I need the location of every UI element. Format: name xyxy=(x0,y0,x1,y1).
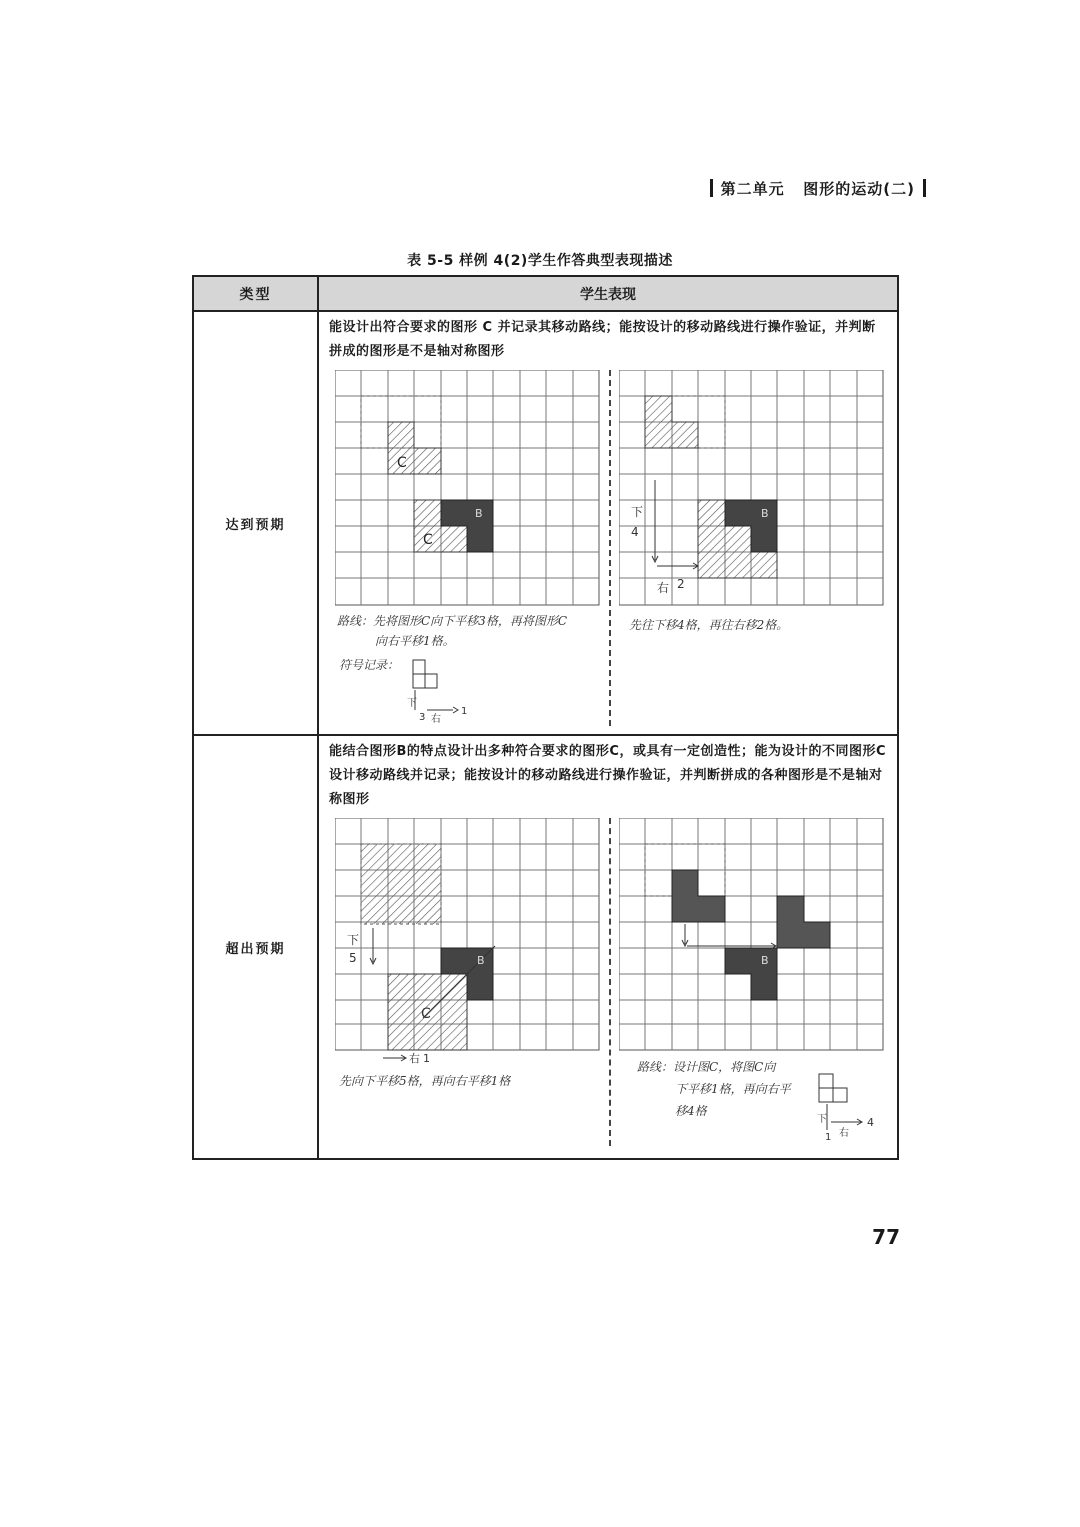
arrow-label: 右 xyxy=(657,581,670,595)
shape-label: C xyxy=(421,1006,431,1022)
running-head xyxy=(702,178,934,199)
table-row xyxy=(193,735,898,1159)
arrow-value: 2 xyxy=(677,577,685,591)
divider-bar xyxy=(710,179,713,197)
row-content xyxy=(318,735,898,1159)
route-note: 下平移1格，再向右平 xyxy=(675,1082,791,1096)
row-description: 能结合图形B的特点设计出多种符合要求的图形C，或具有一定创造性；能为设计的不同图形C设计移动路线并记录；能按设计的移动路线进行操作验证，并判断拼成的各种图形是不是轴对称图形 xyxy=(329,744,886,807)
table-header-row xyxy=(193,276,898,311)
arrow-value: 3 xyxy=(419,712,426,723)
route-note: 先往下移4格，再往右移2格。 xyxy=(629,618,789,632)
grid-drawing xyxy=(335,818,605,1068)
arrow-label: 右 xyxy=(839,1128,849,1139)
divider-bar xyxy=(923,179,926,197)
unit-label: 第二单元 xyxy=(720,180,785,198)
left-sample-panel xyxy=(335,370,605,726)
shape-label: B xyxy=(761,954,769,967)
row-description: 能设计出符合要求的图形 C 并记录其移动路线；能按设计的移动路线进行操作验证，并判断拼成的图形是不是轴对称图形 xyxy=(329,320,876,359)
work-samples xyxy=(319,818,897,1146)
arrow-value: 5 xyxy=(349,951,357,965)
dashed-divider xyxy=(609,818,611,1146)
right-sample-panel xyxy=(619,370,889,632)
dashed-divider xyxy=(609,370,611,726)
page-number: 77 xyxy=(872,1225,900,1249)
route-note: 先向下平移5格，再向右平移1格 xyxy=(339,1074,511,1088)
arrow-value: 1 xyxy=(461,706,468,717)
row-type: 超出预期 xyxy=(193,735,318,1159)
shape-label: B xyxy=(761,507,769,520)
header-type: 类型 xyxy=(193,276,318,311)
route-note: 符号记录： xyxy=(339,658,400,672)
shape-label: B xyxy=(477,954,485,967)
arrow-value: 1 xyxy=(825,1132,832,1143)
arrow-label: 下 xyxy=(347,933,360,947)
arrow-label: 下 xyxy=(817,1114,827,1125)
arrow-label: 下 xyxy=(631,505,644,519)
table-caption: 表 5-5 样例 4(2)学生作答典型表现描述 xyxy=(407,253,673,269)
arrow-label: 右 xyxy=(409,1052,420,1065)
shape-label: C xyxy=(423,532,433,548)
table-row xyxy=(193,311,898,735)
route-note: 移4格 xyxy=(675,1104,707,1118)
route-note: 路线：设计图C，将图C向 xyxy=(637,1060,776,1074)
arrow-value: 4 xyxy=(631,525,639,539)
arrow-label: 右 xyxy=(431,714,441,725)
shape-label: B xyxy=(475,507,483,520)
right-sample-panel xyxy=(619,818,889,1144)
header-performance: 学生表现 xyxy=(318,276,898,311)
row-content xyxy=(318,311,898,735)
work-samples xyxy=(319,370,897,726)
arrow-value: 1 xyxy=(423,1052,430,1065)
grid-drawing xyxy=(619,370,889,610)
performance-table xyxy=(192,275,899,1160)
shape-label: C xyxy=(397,455,407,471)
arrow-label: 下 xyxy=(407,698,417,709)
route-note: 路线：先将图形C向下平移3格，再将图形C xyxy=(337,614,567,628)
arrow-value: 4 xyxy=(867,1116,874,1129)
grid-lines xyxy=(335,370,599,605)
left-sample-panel xyxy=(335,818,605,1088)
route-note: 向右平移1格。 xyxy=(375,634,455,648)
row-type: 达到预期 xyxy=(193,311,318,735)
unit-title: 图形的运动(二) xyxy=(803,180,915,198)
